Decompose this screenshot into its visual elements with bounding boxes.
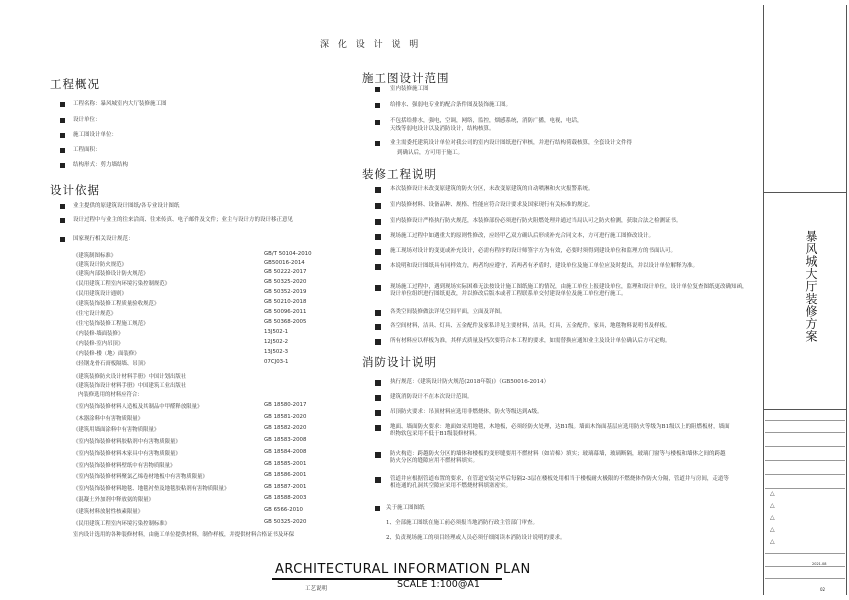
fire-item: 关于施工图图纸 [386,505,425,511]
standard-name: 《建筑装饰装修工程质量验收规范》 [73,301,160,307]
standard-code: 12J502-2 [264,339,289,345]
title-block-divider [765,420,845,421]
bullet-square [375,187,381,193]
standard-name: 《民用建筑工程室内环境污染控制规范》 [73,281,171,287]
basis-item: 国家现行相关设计规范： [73,236,134,242]
revision-triangle-icon: △ [770,538,775,545]
standard-name: 《轻钢龙骨石膏板隔墙、吊顶》 [73,361,149,367]
plan-subtitle: 工艺说明 [305,586,328,592]
standard-name: 《住宅设计规范》 [73,311,117,317]
construction-item: 室内装修材料、设备品种、规格、性能应符合设计要求及国家现行有关标准的规定。 [390,202,594,208]
bullet-square [375,219,381,225]
bullet-square [375,103,380,108]
bullet-square [375,410,381,416]
standard-name: 《建筑设计防火规范》 [73,262,127,268]
title-block-divider [765,446,845,447]
scope-item: 室内装修施工图 [390,86,429,92]
construction-item: 室内装修设计严格执行防火规范，本装修部份必须进行防火阻燃处理并通过当局认可之防火检测，获取合法之检测证书。 [390,218,682,224]
bullet-square [375,234,381,240]
standard-code: GB50016-2014 [264,260,305,266]
material-standard-name: 《室内装饰装修材料人造板及其制品中甲醛释放限量》 [73,404,203,410]
bullet-square [375,477,381,483]
bullet-square [375,395,381,401]
material-standard-name: 《民用建筑工程室内环境污染控制标准》 [73,521,171,527]
bullet-square [60,204,65,209]
construction-item: 各空间材料，洁具、灯具、五金配件及家私详见主要材料，洁具，灯具，五金配件，家具，地毯物料说明书及样板。 [390,323,671,329]
standard-name: 《住宅装饰装修工程施工规范》 [73,321,149,327]
revision-triangle-icon: △ [770,490,775,497]
title-block-divider [765,432,845,433]
standard-name: 《民用建筑设计通则》 [73,291,127,297]
standard-code: 13J502-3 [264,349,289,355]
material-standard-code: GB 18588-2003 [264,495,307,501]
construction-item: 施工现场对设计的变更或补充设计，必需有程序的设计师签字方为有效，必要时须得到建设单位和监理方的书面认可。 [390,248,677,254]
material-standard-code: GB 18581-2020 [264,414,307,420]
overview-item: 设计单位： [73,117,101,123]
bullet-square [375,264,381,270]
material-standard-name: 《室内装饰装修材料聚氯乙烯卷材地板中有害物质限量》 [73,474,208,480]
scope-item: 业主需委托建筑设计单位对我公司的室内设计图纸进行审核，并进行结构荷载核算，全套设计文件得 [390,140,633,146]
standard-name: 《建筑制图标准》 [73,253,117,259]
bullet-square [375,339,381,345]
bullet-square [375,506,380,511]
standard-code: GB 50222-2017 [264,269,307,275]
reference-note: 内装修选用的材料应符合： [78,392,143,398]
bullet-square [375,203,381,209]
overview-item: 施工图设计单位： [73,132,118,138]
bullet-square [60,148,65,153]
standard-name: 《内装修-室内吊顶》 [73,341,124,347]
fire-item: 地面、墙面防火要求：地面如采用地毯，木地板，必须经防火处理，达B1级。墙面木饰面基层应选用防火等级为B1级以上的阻燃板材，墙面织物软包采用不低于B1级装修材料。 [390,424,730,437]
fire-numbered-item: 1、全部施工图纸在施工前必须报当地消防行政主管部门审查。 [386,520,539,526]
scope-item: 天线等弱电设计以及消防设计，结构核算。 [390,126,495,132]
bullet-square [375,452,381,458]
construction-heading: 装修工程说明 [362,167,437,181]
material-standard-code: GB 18584-2008 [264,449,307,455]
basis-item: 业主提供的原建筑设计图纸/各专业设计图纸 [73,203,180,209]
standard-code: GB 50368-2005 [264,319,307,325]
standard-code: GB 50325-2020 [264,279,307,285]
bullet-square [375,249,381,255]
material-standard-code: GB 6566-2010 [264,507,303,513]
title-block-divider [765,566,845,567]
fire-heading: 消防设计说明 [362,355,437,369]
construction-item: 本次装修设计未改变原建筑的防火分区，未改变原建筑的自动喷淋和火灾报警系统。 [390,186,594,192]
basis-heading: 设计依据 [50,183,100,197]
bullet-square [375,120,380,125]
title-block-divider [765,488,845,489]
fire-item: 执行规范：《建筑设计防火规范(2018年版)》（GB50016-2014） [390,379,550,385]
bullet-square [375,324,381,330]
standard-name: 《建筑内部装修设计防火规范》 [73,271,149,277]
scope-heading: 施工图设计范围 [362,71,450,85]
bullet-square [60,237,65,242]
fire-item: 防火构造：跨越防火分区的墙体和楼板的变形缝要用不燃材料（如岩棉）填实；玻璃幕墙，玻璃断隔，玻璃门窗等与楼板和墙体之间的跨越防火分区的缝隙应用不燃材料填实。 [390,451,726,464]
standard-code: GB/T 50104-2010 [264,251,312,257]
material-standard-code: GB 18585-2001 [264,461,307,467]
standard-name: 《内装修-墙面装修》 [73,331,124,337]
material-standard-code: GB 18586-2001 [264,472,307,478]
bullet-square [60,218,65,223]
bullet-square [375,380,381,386]
title-block-divider [765,578,845,579]
bullet-square [375,425,381,431]
standard-code: 07CJ03-1 [264,359,289,365]
material-standard-name: 《建筑用墙面涂料中有害物质限量》 [73,427,160,433]
bullet-square [375,310,381,316]
basis-closing: 室内设计选用的各种装修材料，由施工单位提供材料，制作样板，并提供材料合格证书及环保 [73,532,295,538]
overview-heading: 工程概况 [50,77,100,91]
bullet-square [60,102,65,107]
fire-item: 吊顶防火要求：吊顶材料应选用非燃烧体，防火等级达到A级。 [390,409,543,415]
standard-code: GB 50210-2018 [264,299,307,305]
fire-numbered-item: 2、负责现场施工的项目经理或人员必须仔细阅读本消防设计说明的要求。 [386,535,566,541]
material-standard-name: 《室内装饰装修材料胶粘剂中有害物质限量》 [73,439,181,445]
construction-item: 本说明和设计图纸具有同样效力，两者均应遵守，若两者有矛盾时，建设单位及施工单位应及时提出，并以设计单位解释为准。 [390,263,699,269]
standard-code: GB 50096-2011 [264,309,307,315]
drawing-date: 2021.08 [812,562,827,566]
title-block-divider [765,460,845,461]
material-standard-name: 《建筑材料放射性核素限量》 [73,509,144,515]
revision-triangle-icon: △ [770,526,775,533]
scope-item: 到确认后，方可用于施工。 [397,150,464,156]
title-block-divider [765,553,845,554]
standard-code: 13J502-1 [264,329,289,335]
revision-triangle-icon: △ [770,514,775,521]
plan-scale: SCALE 1:100@A1 [397,579,480,590]
bullet-square [375,141,380,146]
basis-item: 设计过程中与业主的往来洽商、往来传真、电子邮件及文件；业主与设计方的设计移正意见 [73,217,294,223]
overview-item: 工程名称：暴风城室内大厅装修施工图 [73,101,167,107]
construction-item: 各类空间装修做法详见空间平面，立面及详图。 [390,309,506,315]
bullet-square [60,163,65,168]
plan-title: ARCHITECTURAL INFORMATION PLAN [275,562,531,577]
material-standard-name: 《木器涂料中有害物质限量》 [73,416,144,422]
material-standard-code: GB 50325-2020 [264,519,307,525]
standard-name: 《内装修-楼（地）面装修》 [73,351,140,357]
material-standard-code: GB 18587-2001 [264,484,307,490]
bullet-square [60,118,65,123]
construction-item: 现场施工过程中，遇到现场实际困难无法按设计施工图纸施工的情况，由施工单位上报建设单位，监理和设计单位，设计单位复查图纸更改确知函，设计单位组织进行图纸更改，并以修改后版本或者工程联系单交付建设单位及施工单位进行施工。 [390,284,748,297]
material-standard-code: GB 18583-2008 [264,437,307,443]
overview-item: 结构形式：剪力墙结构 [73,162,129,168]
material-standard-code: GB 18580-2017 [264,402,307,408]
bullet-square [60,133,65,138]
material-standard-name: 《混凝土外加剂中释放氨的限量》 [73,497,154,503]
fire-item: 管道井应根据管道布置的要求，在管道安装完毕后每隔2-3层在楼板处用相当于楼板耐火极限的不燃烧体作防火分隔，管道井与房间，走道等相连通的孔洞其空隙应采用不燃烧材料填塞密实。 [390,476,729,489]
bullet-square [375,87,380,92]
material-standard-code: GB 18582-2020 [264,425,307,431]
construction-item: 现场施工过程中如遇重大的原则性修改，应经甲乙双方确认后形成补充合同文本，方可进行施工图修改设计。 [390,233,655,239]
revision-triangle-icon: △ [770,502,775,509]
material-standard-name: 《室内装饰装修材料地毯、地毯衬垫及地毯胶粘剂有害物质限量》 [73,486,230,492]
project-name: 暴风城大厅装修方案 [804,230,818,343]
document-title: 深 化 设 计 说 明 [320,40,422,50]
scope-item: 给排水、强弱电专业的配合条件图及装饰施工图。 [390,102,512,108]
fire-item: 建筑消防设计不在本次设计范围。 [390,394,473,400]
title-block-divider [765,474,845,475]
construction-item: 所有材料应以样板为准，其样式质量及档次要符合本工程的要求，如需替换应通知业主及设计单位确认后方可定购。 [390,338,671,344]
reference-note: 《建筑装修防火设计材料手册》中国计划出版社 [73,374,187,380]
sheet-number: 02 [820,587,826,592]
scope-item: 不包括给排水，强电，空调，网络，监控，烟感系统，消防广播，电视，电话， [390,118,583,124]
material-standard-name: 《室内装饰装修材料壁纸中有害物质限量》 [73,463,176,469]
overview-item: 工程面积： [73,147,101,153]
standard-code: GB 50352-2019 [264,289,307,295]
bullet-square [375,285,381,291]
material-standard-name: 《室内装饰装修材料木家具中有害物质限量》 [73,451,181,457]
reference-note: 《建筑装饰设计材料手册》中国建筑工业出版社 [73,383,187,389]
